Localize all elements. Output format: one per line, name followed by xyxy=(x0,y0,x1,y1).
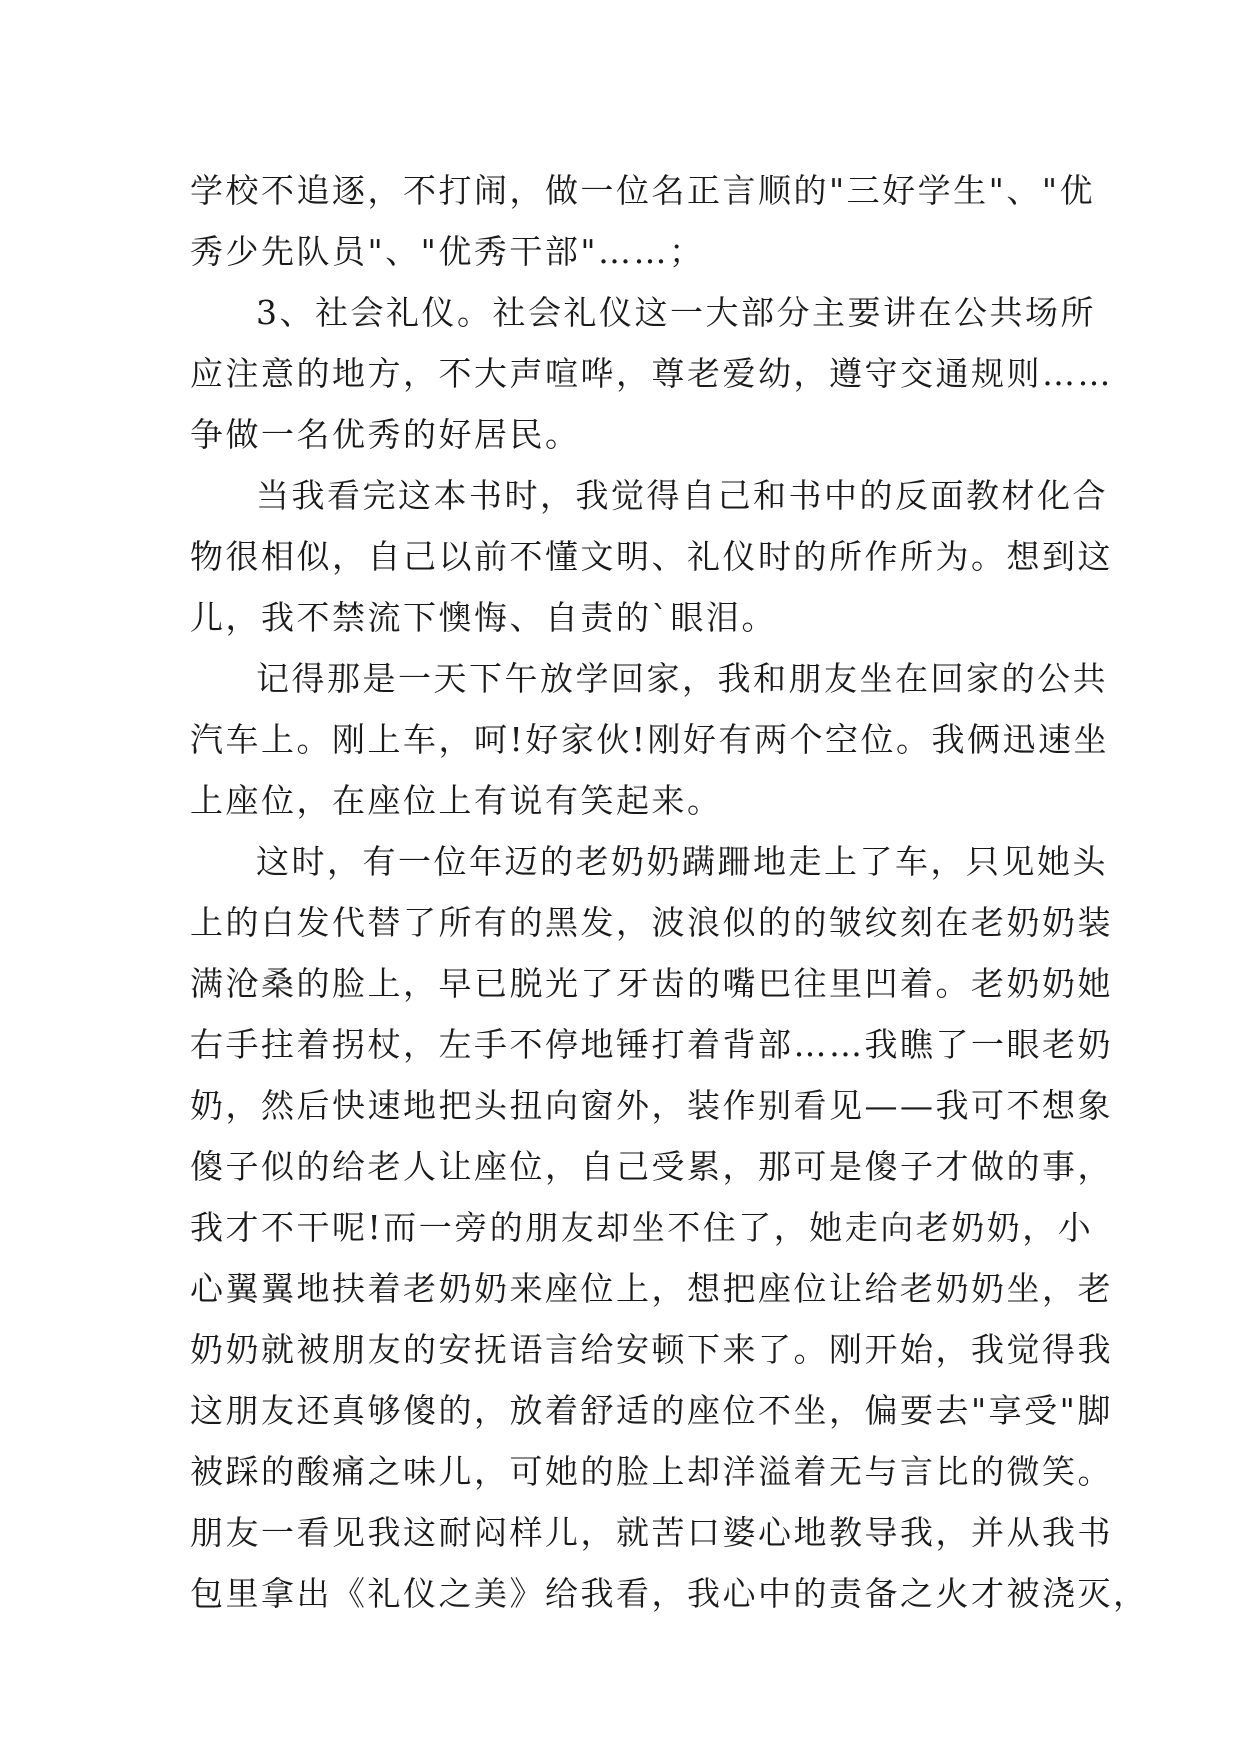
text-line: 被踩的酸痛之味儿，可她的脸上却洋溢着无与言比的微笑。 xyxy=(190,1452,1113,1491)
text-line: 学校不追逐，不打闹，做一位名正言顺的"三好学生"、"优 xyxy=(190,171,1096,210)
text-line: 包里拿出《礼仪之美》给我看，我心中的责备之火才被浇灭， xyxy=(190,1574,1149,1613)
text-line: 上的白发代替了所有的黑发，波浪似的的皱纹刻在老奶奶装 xyxy=(190,903,1113,942)
text-line: 汽车上。刚上车，呵!好家伙!刚好有两个空位。我俩迅速坐 xyxy=(190,720,1110,759)
text-line: 儿，我不禁流下懊悔、自责的`眼泪。 xyxy=(190,598,777,637)
text-line: 上座位，在座位上有说有笑起来。 xyxy=(190,781,723,820)
text-line: 傻子似的给老人让座位，自己受累，那可是傻子才做的事， xyxy=(190,1147,1113,1186)
text-line: 这朋友还真够傻的，放着舒适的座位不坐，偏要去"享受"脚 xyxy=(190,1391,1113,1430)
text-line: 应注意的地方，不大声喧哗，尊老爱幼，遵守交通规则…… xyxy=(190,354,1113,393)
text-line: 右手拄着拐杖，左手不停地锤打着背部……我瞧了一眼老奶 xyxy=(190,1025,1113,1064)
text-line: 满沧桑的脸上，早已脱光了牙齿的嘴巴往里凹着。老奶奶她 xyxy=(190,964,1113,1003)
body-text xyxy=(190,160,1149,1624)
paragraph-start-line: 这时，有一位年迈的老奶奶蹒跚地走上了车，只见她头 xyxy=(256,842,1108,881)
text-line: 物很相似，自己以前不懂文明、礼仪时的所作所为。想到这 xyxy=(190,537,1113,576)
text-line: 奶，然后快速地把头扭向窗外，装作别看见——我可不想象 xyxy=(190,1086,1113,1125)
text-line: 秀少先队员"、"优秀干部"……； xyxy=(190,232,705,271)
text-line: 我才不干呢!而一旁的朋友却坐不住了，她走向老奶奶，小 xyxy=(190,1208,1094,1247)
text-line: 朋友一看见我这耐闷样儿，就苦口婆心地教导我，并从我书 xyxy=(190,1513,1113,1552)
text-line: 奶奶就被朋友的安抚语言给安顿下来了。刚开始，我觉得我 xyxy=(190,1330,1113,1369)
text-line: 心翼翼地扶着老奶奶来座位上，想把座位让给老奶奶坐，老 xyxy=(190,1269,1113,1308)
paragraph-start-line: 当我看完这本书时，我觉得自己和书中的反面教材化合 xyxy=(256,476,1108,515)
paragraph-start-line: 3、社会礼仪。社会礼仪这一大部分主要讲在公共场所 xyxy=(256,293,1096,332)
paragraph-start-line: 记得那是一天下午放学回家，我和朋友坐在回家的公共 xyxy=(256,659,1108,698)
text-line: 争做一名优秀的好居民。 xyxy=(190,415,581,454)
